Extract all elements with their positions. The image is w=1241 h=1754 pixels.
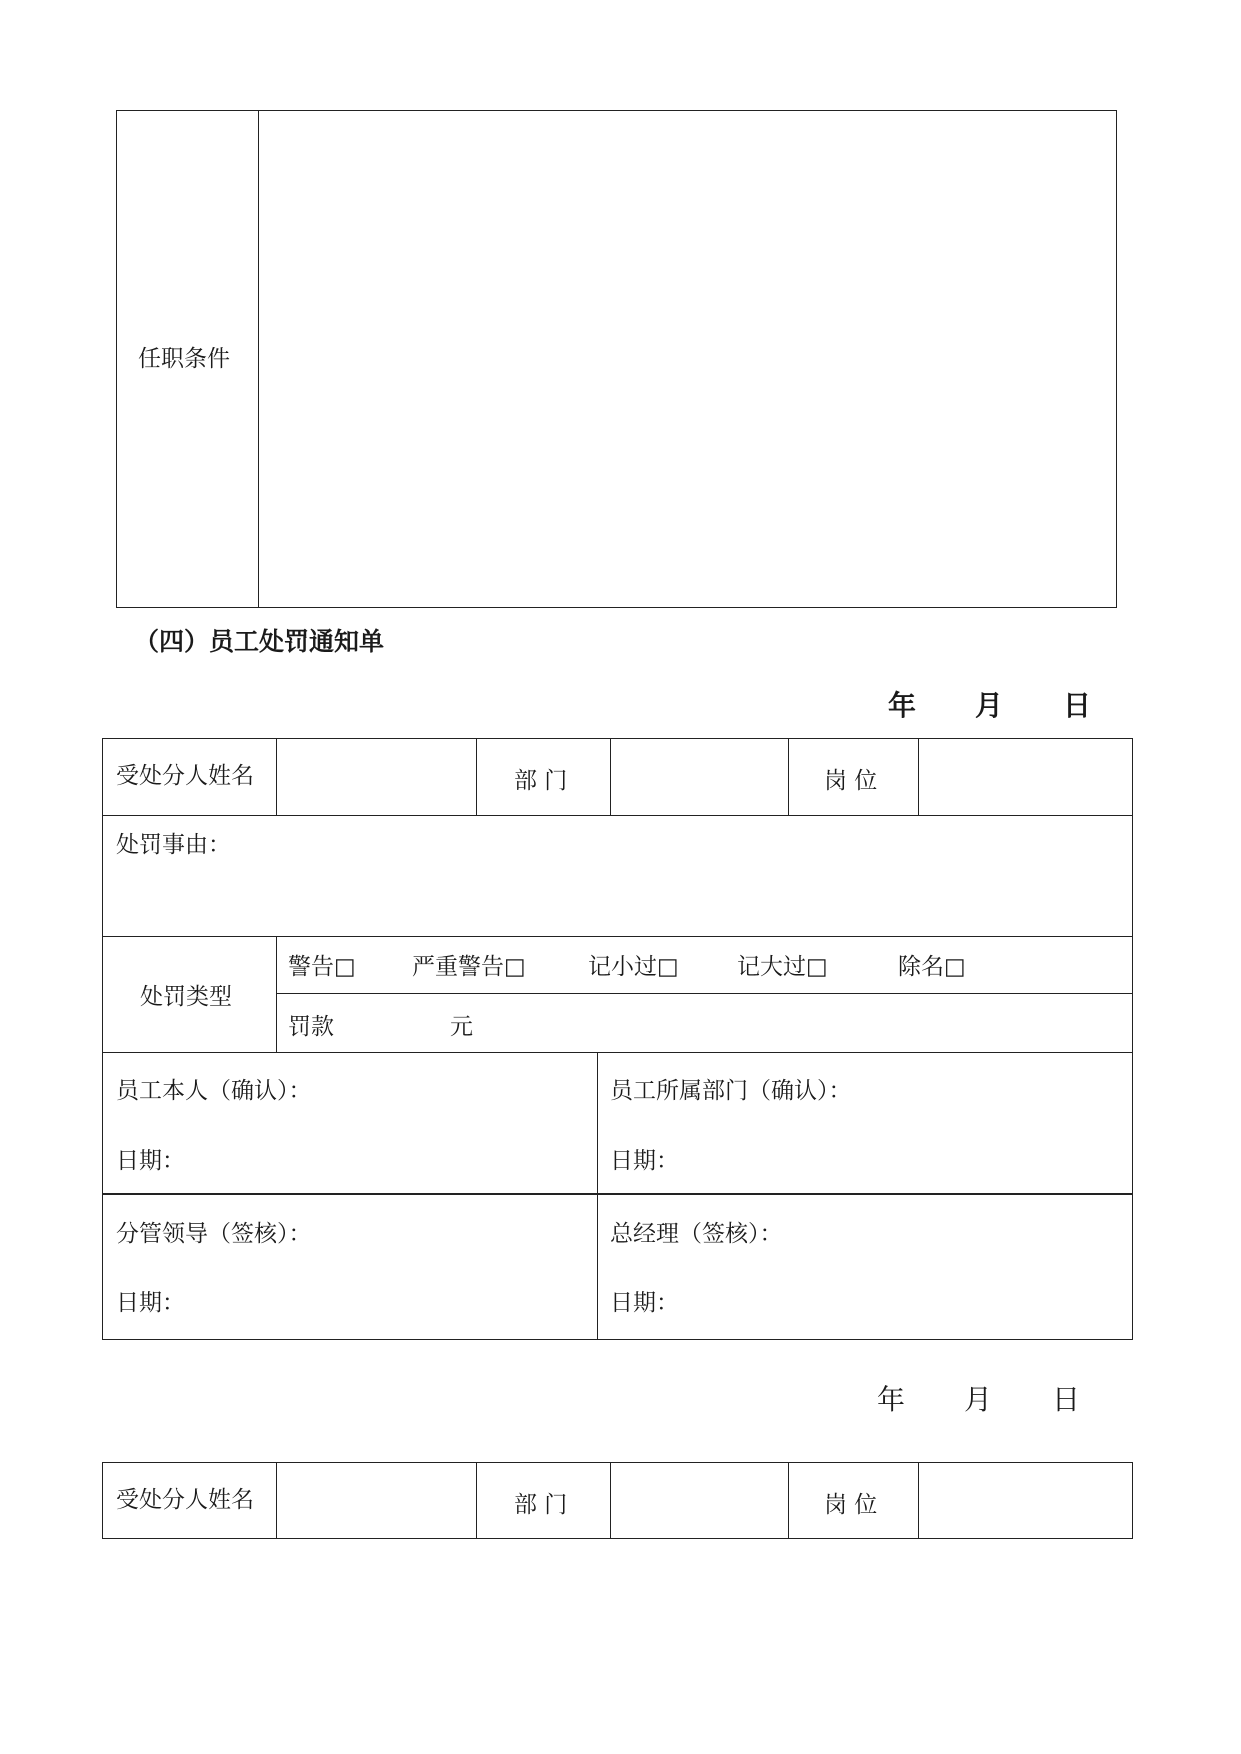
fine-amount-field[interactable] (340, 1004, 440, 1044)
penalty-notice-table (102, 738, 1133, 1340)
post-label: 岗 位 (824, 768, 878, 794)
dept-field[interactable] (616, 1466, 784, 1536)
qualifications-table (116, 110, 1117, 608)
employee-confirm-date-label: 日期： (116, 1148, 185, 1174)
reason-field[interactable] (116, 864, 1126, 930)
row-divider (102, 815, 1133, 816)
qualifications-divider (258, 110, 259, 608)
dept-label: 部 门 (514, 1492, 568, 1518)
col-divider (788, 1462, 789, 1539)
qualifications-label: 任职条件 (138, 346, 230, 372)
section-heading: （四）员工处罚通知单 (134, 627, 385, 656)
row-divider (102, 1052, 1133, 1053)
employee-confirm-label: 员工本人（确认）： (116, 1078, 312, 1104)
option-warning[interactable]: 警告□ (288, 954, 356, 980)
date-day: 日 (1052, 1383, 1081, 1416)
row-divider (276, 993, 1133, 994)
row-divider (102, 936, 1133, 937)
col-divider (788, 738, 789, 815)
dept-label: 部 门 (514, 768, 568, 794)
post-field[interactable] (924, 742, 1129, 812)
date-year: 年 (877, 1383, 906, 1416)
col-divider (276, 936, 277, 1052)
col-divider (610, 1462, 611, 1539)
option-major-demerit[interactable]: 记大过□ (737, 954, 828, 980)
post-label: 岗 位 (824, 1492, 878, 1518)
dept-field[interactable] (616, 742, 784, 812)
fine-label: 罚款 (288, 1014, 334, 1040)
option-serious-warning[interactable]: 严重警告□ (412, 954, 526, 980)
col-divider (476, 1462, 477, 1539)
dept-confirm-label: 员工所属部门（确认）： (610, 1078, 852, 1104)
col-divider (597, 1052, 598, 1340)
post-field[interactable] (924, 1466, 1129, 1536)
reason-label: 处罚事由： (116, 832, 231, 858)
penalty-type-label: 处罚类型 (140, 984, 232, 1010)
dept-confirm-date-label: 日期： (610, 1148, 679, 1174)
name-field[interactable] (282, 1466, 472, 1536)
date-month: 月 (975, 689, 1004, 722)
option-minor-demerit[interactable]: 记小过□ (588, 954, 679, 980)
date-year: 年 (888, 689, 917, 722)
gm-review-label: 总经理（签核）： (610, 1221, 783, 1247)
col-divider (610, 738, 611, 815)
col-divider (276, 738, 277, 815)
name-label: 受处分人姓名 (116, 1487, 254, 1513)
col-divider (276, 1462, 277, 1539)
date-month: 月 (964, 1383, 993, 1416)
date-day: 日 (1063, 689, 1092, 722)
option-dismissal[interactable]: 除名□ (898, 954, 966, 980)
fine-unit: 元 (450, 1014, 473, 1040)
gm-review-date-label: 日期： (610, 1290, 679, 1316)
col-divider (918, 738, 919, 815)
name-field[interactable] (282, 742, 472, 812)
leader-review-label: 分管领导（签核）： (116, 1221, 312, 1247)
name-label: 受处分人姓名 (116, 763, 254, 789)
col-divider (918, 1462, 919, 1539)
leader-review-date-label: 日期： (116, 1290, 185, 1316)
col-divider (476, 738, 477, 815)
row-divider (102, 1193, 1133, 1195)
